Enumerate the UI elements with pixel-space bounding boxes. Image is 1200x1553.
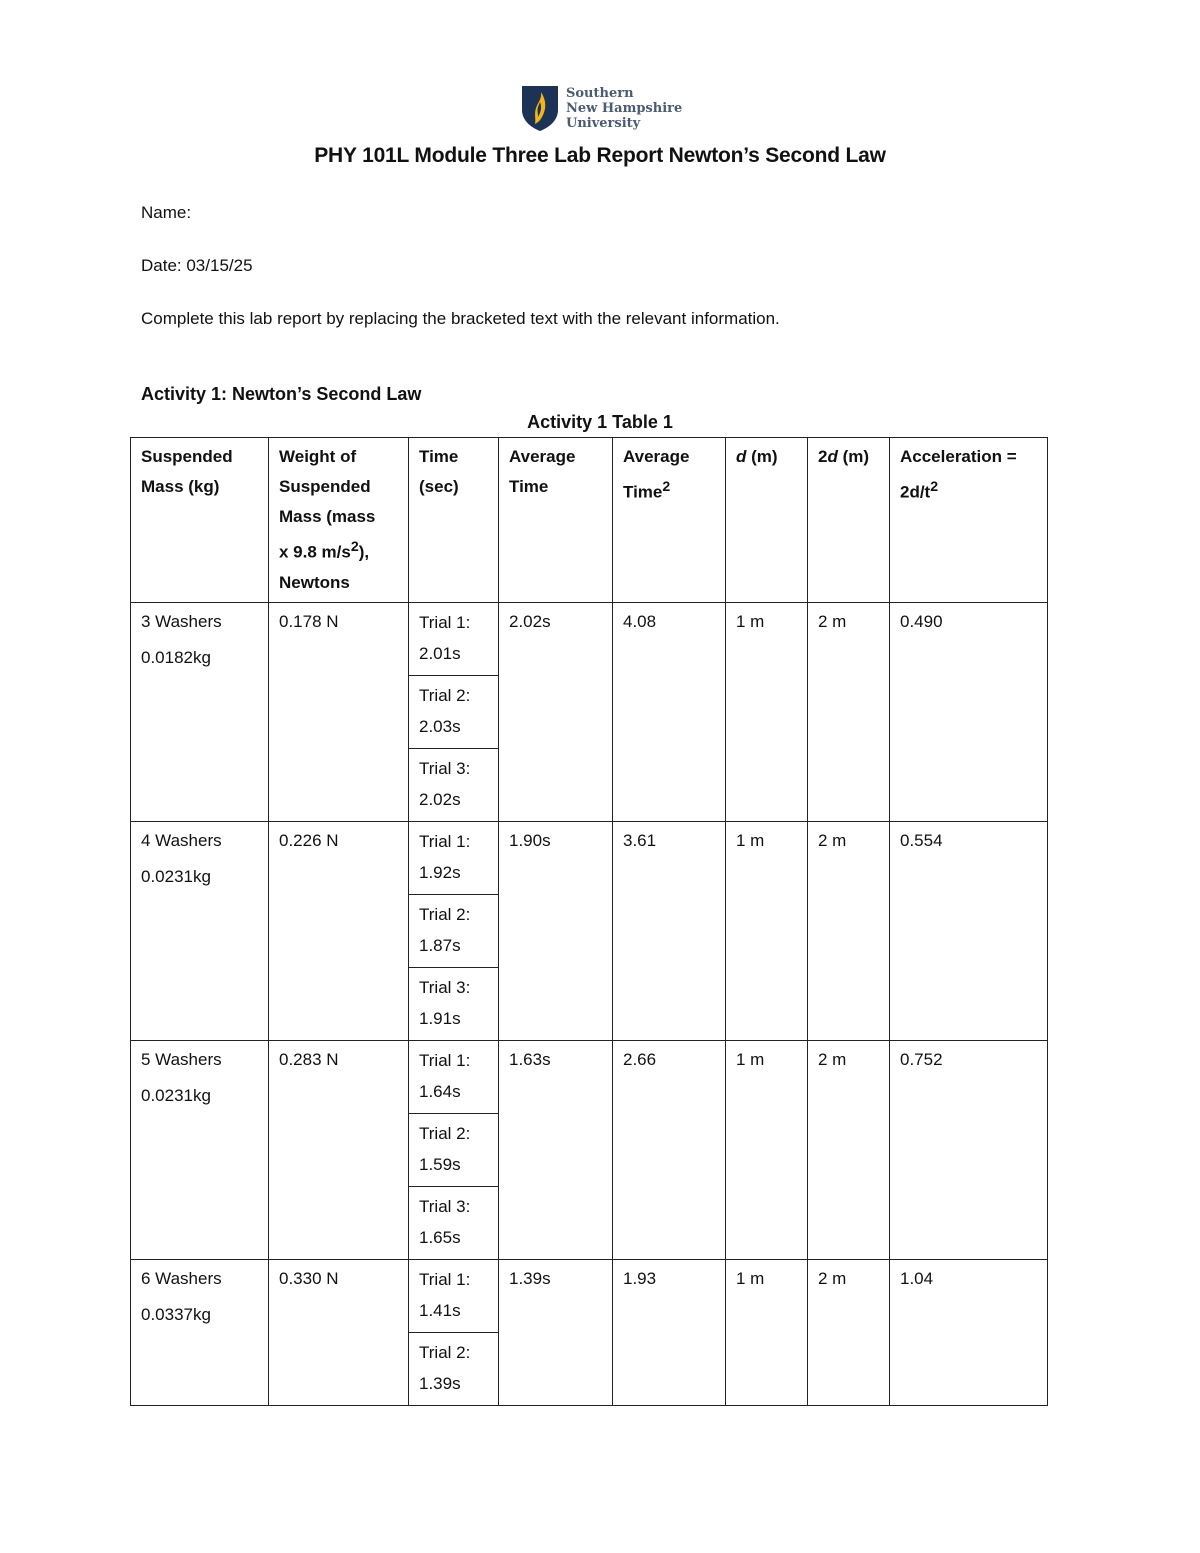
distance-cell: 1 m bbox=[726, 1041, 808, 1260]
average-time-cell: 1.63s bbox=[499, 1041, 613, 1260]
average-time-squared-cell: 1.93 bbox=[613, 1260, 726, 1406]
activity-heading: Activity 1: Newton’s Second Law bbox=[141, 384, 422, 404]
date-label: Date: 03/15/25 bbox=[141, 256, 253, 275]
double-distance-cell: 2 m bbox=[808, 822, 890, 1041]
average-time-squared-cell: 4.08 bbox=[613, 603, 726, 822]
document-title: PHY 101L Module Three Lab Report Newton’s Second Law bbox=[314, 144, 886, 167]
distance-cell: 1 m bbox=[726, 1260, 808, 1406]
logo-line-2: New Hampshire bbox=[566, 100, 683, 116]
acceleration-cell: 0.554 bbox=[890, 822, 1048, 1041]
header-distance: d (m) bbox=[726, 438, 808, 603]
header-weight: Weight of Suspended Mass (mass x 9.8 $m/s^2$), Newtons bbox=[269, 438, 409, 603]
shield-flame-icon bbox=[520, 84, 560, 132]
acceleration-cell: 0.752 bbox=[890, 1041, 1048, 1260]
trial-cell: Trial 1: 1.64s bbox=[409, 1041, 499, 1114]
results-table bbox=[130, 437, 1048, 1406]
average-time-cell: 2.02s bbox=[499, 603, 613, 822]
header-suspended-mass: Suspended Mass (kg) bbox=[131, 438, 269, 603]
trial-cell: Trial 1: 1.92s bbox=[409, 822, 499, 895]
header-average-time: Average Time bbox=[499, 438, 613, 603]
trial-cell: Trial 2: 2.03s bbox=[409, 676, 499, 749]
header-acceleration: Acceleration = $2d/t^2$ bbox=[890, 438, 1048, 603]
table-row bbox=[131, 603, 1048, 676]
mass-cell: 5 Washers 0.0231kg bbox=[131, 1041, 269, 1260]
trial-cell: Trial 3: 1.65s bbox=[409, 1187, 499, 1260]
average-time-cell: 1.39s bbox=[499, 1260, 613, 1406]
weight-cell: 0.178 N bbox=[269, 603, 409, 822]
double-distance-cell: 2 m bbox=[808, 1260, 890, 1406]
header-average-time-squared: Average Time$^2$ bbox=[613, 438, 726, 603]
trial-cell: Trial 3: 1.91s bbox=[409, 968, 499, 1041]
logo-line-1: Southern bbox=[566, 85, 634, 101]
weight-cell: 0.283 N bbox=[269, 1041, 409, 1260]
average-time-cell: 1.90s bbox=[499, 822, 613, 1041]
trial-cell: Trial 3: 2.02s bbox=[409, 749, 499, 822]
average-time-squared-cell: 3.61 bbox=[613, 822, 726, 1041]
trial-cell: Trial 1: 2.01s bbox=[409, 603, 499, 676]
table-row bbox=[131, 1041, 1048, 1114]
table-row bbox=[131, 1260, 1048, 1333]
weight-cell: 0.330 N bbox=[269, 1260, 409, 1406]
trial-cell: Trial 2: 1.59s bbox=[409, 1114, 499, 1187]
acceleration-cell: 1.04 bbox=[890, 1260, 1048, 1406]
distance-cell: 1 m bbox=[726, 822, 808, 1041]
university-logo bbox=[520, 84, 690, 132]
instructions-text: Complete this lab report by replacing the bracketed text with the relevant information. bbox=[141, 309, 780, 328]
logo-line-3: University bbox=[566, 115, 641, 131]
distance-cell: 1 m bbox=[726, 603, 808, 822]
mass-cell: 4 Washers 0.0231kg bbox=[131, 822, 269, 1041]
weight-cell: 0.226 N bbox=[269, 822, 409, 1041]
header-double-distance: 2d (m) bbox=[808, 438, 890, 603]
mass-cell: 6 Washers 0.0337kg bbox=[131, 1260, 269, 1406]
trial-cell: Trial 2: 1.87s bbox=[409, 895, 499, 968]
mass-cell: 3 Washers 0.0182kg bbox=[131, 603, 269, 822]
trial-cell: Trial 1: 1.41s bbox=[409, 1260, 499, 1333]
average-time-squared-cell: 2.66 bbox=[613, 1041, 726, 1260]
acceleration-cell: 0.490 bbox=[890, 603, 1048, 822]
name-label: Name: bbox=[141, 203, 192, 222]
trial-cell: Trial 2: 1.39s bbox=[409, 1333, 499, 1406]
table-row bbox=[131, 822, 1048, 895]
double-distance-cell: 2 m bbox=[808, 1041, 890, 1260]
table-caption: Activity 1 Table 1 bbox=[527, 412, 673, 432]
double-distance-cell: 2 m bbox=[808, 603, 890, 822]
header-time: Time (sec) bbox=[409, 438, 499, 603]
header-row bbox=[131, 438, 1048, 603]
